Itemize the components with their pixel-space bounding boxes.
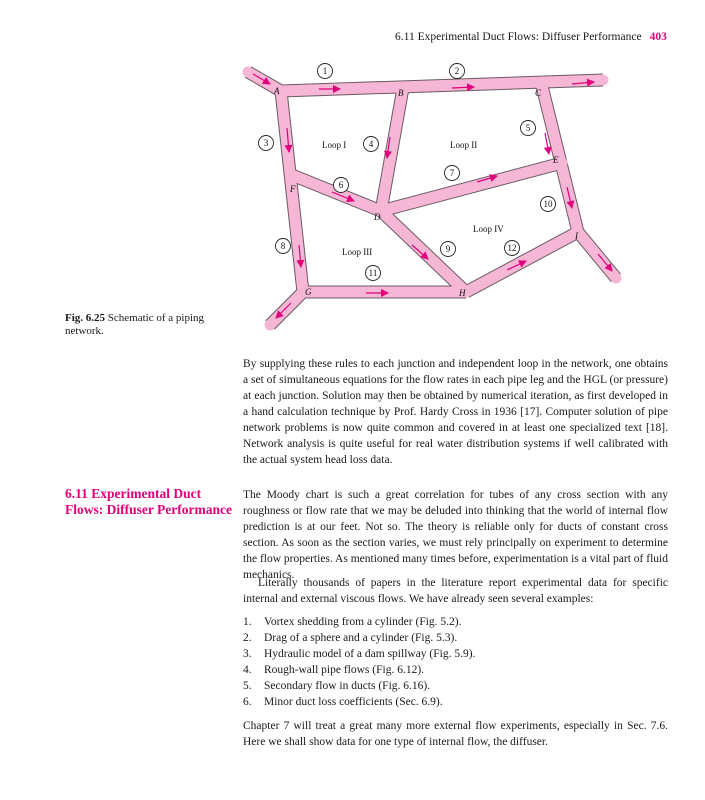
paragraph-moody-chart: The Moody chart is such a great correlation for tubes of any cross section with any roughness or flow rate that we may be deluded into thinking that the world of internal flow prediction is at our feet. Not so. The theory is reliable only for ducts of constant cross section. As soon as the section varies, we must rely principally on experiment to determine the flow properties. As mentioned many times before, experimentation is a vital part of fluid mechanics. bbox=[243, 489, 668, 581]
pipe-number: 7 bbox=[449, 168, 455, 178]
figure-caption-label: Fig. 6.25 bbox=[65, 312, 106, 324]
pipe-fills bbox=[248, 72, 616, 325]
node-label: E bbox=[553, 155, 559, 165]
list-item: 5. Secondary flow in ducts (Fig. 6.16). bbox=[243, 680, 431, 692]
pipe-number: 4 bbox=[368, 139, 374, 149]
loop-label: Loop III bbox=[342, 247, 373, 257]
pipe-number: 12 bbox=[507, 243, 517, 253]
list-item: 2. Drag of a sphere and a cylinder (Fig. 5.3). bbox=[243, 632, 458, 644]
list-item: 4. Rough-wall pipe flows (Fig. 6.12). bbox=[243, 664, 425, 676]
list-item: 1. Vortex shedding from a cylinder (Fig. 5.2). bbox=[243, 616, 462, 628]
node-label: H bbox=[459, 288, 466, 298]
paragraph-literature: Literally thousands of papers in the literature report experimental data for specific internal and external viscous flows. We have already seen several examples: bbox=[243, 577, 668, 605]
figure-caption-text: Schematic of a piping network. bbox=[65, 312, 205, 337]
page-number: 403 bbox=[649, 31, 667, 43]
loop-label: Loop IV bbox=[473, 224, 504, 234]
node-label: I bbox=[575, 231, 578, 241]
node-label: B bbox=[398, 88, 404, 98]
loop-label: Loop I bbox=[322, 140, 347, 150]
piping-network-figure bbox=[0, 0, 705, 345]
node-label: F bbox=[290, 184, 296, 194]
loop-label: Loop II bbox=[450, 140, 478, 150]
pipe-number: 8 bbox=[280, 241, 286, 251]
list-item: 3. Hydraulic model of a dam spillway (Fig. 5.9). bbox=[243, 648, 476, 660]
node-label: D bbox=[374, 212, 381, 222]
paragraph-network-analysis: By supplying these rules to each junction and independent loop in the network, one obtains a set of simultaneous equations for the flow rates in each pipe leg and the HGL (or pressure) at each junction. Solution may then be obtained by numerical iteration, as first developed in a hand calculation technique by Prof. Hardy Cross in 1936 [17]. Computer solution of pipe network problems is now quite common and covered in at least one specialized text [18]. Network analysis is quite useful for real water distribution systems if well calibrated with the actual system head loss data. bbox=[243, 358, 668, 466]
node-label: C bbox=[535, 88, 542, 98]
pipe-number: 6 bbox=[338, 180, 344, 190]
node-label: A bbox=[274, 86, 280, 96]
pipe-number: 5 bbox=[525, 123, 531, 133]
paragraph-chapter-7: Chapter 7 will treat a great many more external flow experiments, especially in Sec. 7.6. Here we shall show data for one type of internal flow, the diffuser. bbox=[243, 720, 668, 748]
pipe-number: 3 bbox=[263, 138, 269, 148]
figure-caption bbox=[65, 312, 225, 338]
list-item: 6. Minor duct loss coefficients (Sec. 6.9). bbox=[243, 696, 443, 708]
pipe-number: 9 bbox=[445, 244, 451, 254]
pipe-number: 1 bbox=[322, 66, 328, 76]
pipe-number: 11 bbox=[368, 268, 378, 278]
node-label: G bbox=[305, 287, 312, 297]
pipe-number: 2 bbox=[454, 66, 460, 76]
running-head-title: 6.11 Experimental Duct Flows: Diffuser Performance bbox=[395, 31, 642, 43]
section-heading: 6.11 Experimental Duct Flows: Diffuser Performance bbox=[65, 486, 232, 517]
pipe-number: 10 bbox=[543, 199, 553, 209]
examples-list bbox=[243, 614, 475, 710]
